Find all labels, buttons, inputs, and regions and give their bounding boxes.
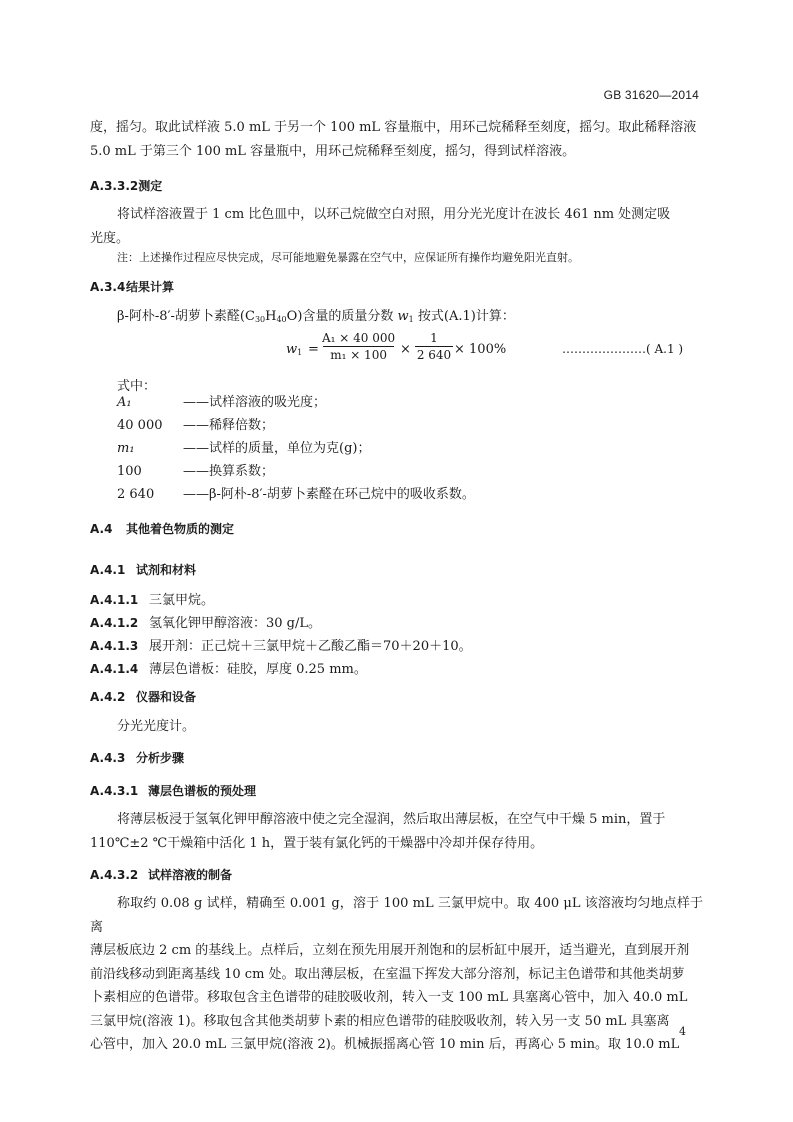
heading-title: 试样溶液的制备: [148, 868, 233, 882]
heading-a431: [90, 782, 256, 799]
paragraph-line: 薄层板底边 2 cm 的基线上。点样后，立刻在预先用展开剂饱和的层析缸中展开，适当避光，直到展开剂: [90, 943, 690, 958]
heading-number: A.4.2: [90, 690, 126, 704]
standard-code: GB 31620—2014: [603, 88, 699, 102]
page-number: 4: [679, 1025, 686, 1038]
heading-a432: [90, 866, 232, 883]
heading-a4: [90, 520, 234, 537]
paragraph-line: 110℃±2 ℃干燥箱中活化 1 h，置于装有氯化钙的干燥器中冷却并保存待用。: [90, 835, 544, 851]
paragraph-line: 卜素相应的色谱带。移取包含主色谱带的硅胶吸收剂，转入一支 100 mL 具塞离心管中，加入 40.0 mL: [90, 990, 688, 1005]
heading-number: A.4.3.1: [90, 784, 139, 798]
heading-a334: [90, 278, 174, 295]
variable-row: 2 640 ——β-阿朴-8′-胡萝卜素醛在环己烷中的吸收系数。: [117, 487, 475, 502]
paragraph-line: 将薄层板浸于氢氧化钾甲醇溶液中使之完全湿润，然后取出薄层板，在空气中干燥 5 min，置于: [117, 812, 666, 827]
paragraph-line: 将试样溶液置于 1 cm 比色皿中，以环己烷做空白对照，用分光光度计在波长 461 nm 处测定吸: [117, 207, 671, 222]
heading-number: A.4.3.2: [90, 868, 139, 882]
heading-a332: [90, 177, 162, 194]
heading-title: 仪器和设备: [136, 690, 197, 704]
heading-title: 薄层色谱板的预处理: [148, 784, 257, 798]
variable-row: m₁ ——试样的质量，单位为克(g)；: [117, 441, 371, 456]
heading-number: A.4.3: [90, 751, 126, 765]
list-item: A.4.1.1 三氯甲烷。: [90, 593, 215, 608]
paragraph-sample-prep: [90, 892, 703, 1057]
formula-fraction-1: A₁ × 40 000 m₁ × 100: [322, 331, 396, 362]
paragraph-line: 度，摇匀。取此试样液 5.0 mL 于另一个 100 mL 容量瓶中，用环己烷稀释至刻度，摇匀。取此稀释溶液: [90, 120, 697, 135]
paragraph-line: 光度。: [90, 230, 130, 246]
formula-number: …………………( A.1 ): [562, 342, 684, 356]
heading-title: 其他着色物质的测定: [126, 522, 235, 536]
heading-title: 分析步骤: [136, 751, 185, 765]
heading-a43: [90, 749, 184, 766]
note: 注：上述操作过程应尽快完成，尽可能地避免暴露在空气中，应保证所有操作均避免阳光直射。: [117, 251, 579, 264]
paragraph-line: 心管中，加入 20.0 mL 三氯甲烷(溶液 2)。机械振摇离心管 10 min 后，再离心 5 min。取 10.0 mL: [90, 1037, 680, 1052]
list-item: A.4.1.3 展开剂：正己烷＋三氯甲烷＋乙酸乙酯＝70＋20＋10。: [90, 639, 472, 654]
paragraph-measure: [90, 203, 703, 250]
heading-title: 测定: [138, 179, 163, 193]
heading-number: A.3.3.2: [90, 179, 139, 193]
formula-percent: × 100%: [454, 342, 507, 357]
heading-number: A.3.4: [90, 280, 126, 294]
formula-equals: =: [308, 342, 319, 357]
list-item: A.4.1.4 薄层色谱板：硅胶，厚度 0.25 mm。: [90, 662, 367, 677]
paragraph-line: 三氯甲烷(溶液 1)。移取包含其他类胡萝卜素的相应色谱带的硅胶吸收剂，转入另一支 50 mL 具塞离: [90, 1013, 670, 1029]
where-label: 式中：: [117, 379, 157, 394]
formula-fraction-2: 1 2 640: [416, 331, 452, 362]
list-item: A.4.1.2 氢氧化钾甲醇溶液：30 g/L。: [90, 616, 322, 631]
paragraph-instrument: 分光光度计。: [117, 719, 196, 734]
formula-lhs: $w_1$: [286, 342, 303, 357]
formula-times: ×: [400, 342, 411, 357]
paragraph-line: 称取约 0.08 g 试样，精确至 0.001 g，溶于 100 mL 三氯甲烷中。取 400 μL 该溶液均匀地点样于离: [90, 896, 703, 935]
formula-a1: [286, 330, 706, 370]
variable-row: A₁ ——试样溶液的吸光度；: [117, 395, 327, 410]
paragraph-plate-prep: [90, 808, 703, 855]
heading-title: 试剂和材料: [136, 563, 197, 577]
heading-a41: [90, 561, 196, 578]
paragraph-line: 前沿线移动到距离基线 10 cm 处。取出薄层板，在室温下挥发大部分溶剂，标记主色谱带和其他类胡萝: [90, 966, 685, 982]
heading-number: A.4.1: [90, 563, 126, 577]
paragraph-line: 5.0 mL 于第三个 100 mL 容量瓶中，用环己烷稀释至刻度，摇匀，得到试样溶液。: [90, 143, 576, 159]
paragraph-dilution: [90, 116, 703, 163]
variable-row: 40 000 ——稀释倍数；: [117, 418, 275, 433]
heading-title: 结果计算: [126, 280, 175, 294]
variable-row: 100 ——换算系数；: [117, 464, 275, 479]
heading-number: A.4: [90, 522, 113, 536]
heading-a42: [90, 688, 196, 705]
calc-intro: β-阿朴-8′-胡萝卜素醛$(C_{30}H_{40}O)$含量的质量分数 $w_1$ 按式(A.1)计算：: [117, 309, 515, 324]
